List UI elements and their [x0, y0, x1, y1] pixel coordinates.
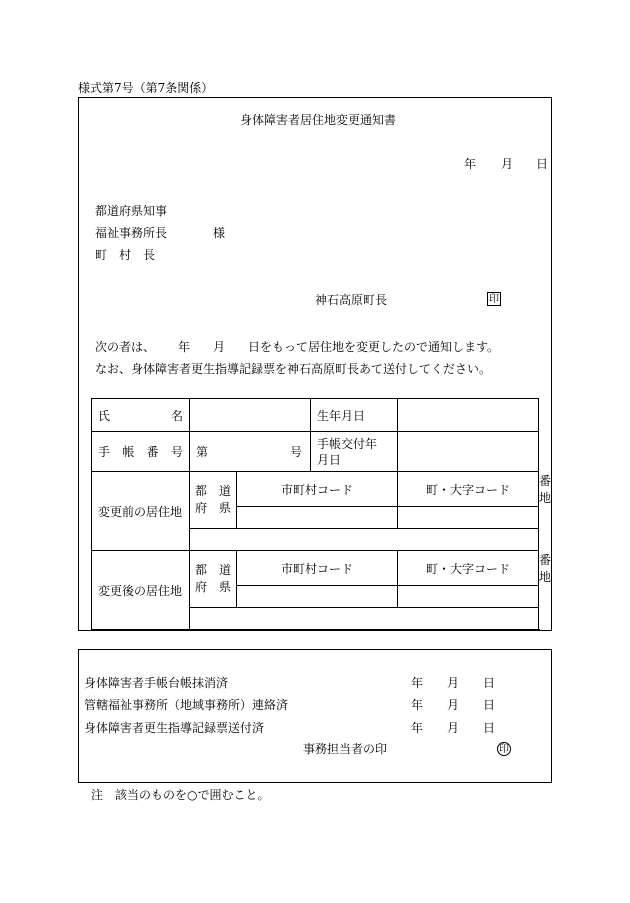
lower-row-month: 月 — [447, 721, 460, 735]
lower-row-label: 身体障害者更生指導記録票送付済 — [84, 721, 265, 735]
lower-row-day: 日 — [483, 698, 496, 712]
lower-frame — [78, 649, 552, 783]
after-city-code-value[interactable] — [237, 586, 398, 608]
date-year: 年 — [464, 157, 477, 171]
before-pref-label-1: 都 道 — [194, 484, 231, 498]
after-city-code-header: 市町村コード — [237, 551, 398, 586]
name-value[interactable] — [190, 399, 311, 432]
name-label-cell — [92, 399, 190, 432]
before-town-code-header: 町・大字コード — [398, 472, 539, 507]
techo-dai: 第 — [196, 445, 209, 459]
lower-row-day: 日 — [483, 676, 496, 690]
addressee-town: 町 村 長 — [95, 248, 156, 262]
birth-label: 生年月日 — [311, 399, 398, 432]
lower-row-year: 年 — [411, 698, 424, 712]
note: 注 該当のものを○で囲むこと。 — [91, 788, 270, 802]
after-pref-label — [190, 551, 237, 608]
after-town-code-header: 町・大字コード — [398, 551, 539, 586]
techo-date-label-1: 手帳交付年 — [317, 436, 378, 451]
date-month: 月 — [501, 157, 514, 171]
body-line1-year: 年 — [178, 340, 191, 354]
name-label-2: 名 — [170, 408, 183, 423]
honorific: 様 — [213, 226, 226, 240]
before-city-code-value[interactable] — [237, 507, 398, 529]
techo-label-3: 番 — [146, 445, 159, 459]
lower-row-month: 月 — [447, 698, 460, 712]
techo-go: 号 — [289, 445, 302, 459]
after-label: 変更後の居住地 — [92, 551, 190, 630]
table-row — [92, 432, 539, 472]
lower-row-year: 年 — [411, 676, 424, 690]
after-address-value[interactable] — [190, 608, 539, 630]
techo-date-label-2: 月日 — [317, 452, 342, 467]
staff-seal-mark: 印 — [499, 744, 509, 755]
birth-value[interactable] — [398, 399, 539, 432]
techo-label-1: 手 — [98, 445, 111, 459]
table-row — [92, 399, 539, 432]
body-line1-b: 日をもって居住地を変更したので通知します。 — [248, 340, 500, 354]
seal-mark: 印 — [489, 294, 499, 305]
date-day: 日 — [536, 157, 549, 171]
name-label-1: 氏 — [98, 408, 111, 423]
document-title: 身体障害者居住地変更通知書 — [240, 113, 397, 127]
after-pref-label-2: 府 県 — [194, 580, 231, 594]
before-pref-label — [190, 472, 237, 529]
lower-row-month: 月 — [447, 676, 460, 690]
addressee-welfare: 福祉事務所長 — [95, 226, 168, 240]
techo-label-4: 号 — [170, 445, 183, 459]
before-label: 変更前の居住地 — [92, 472, 190, 551]
techo-date-label — [311, 432, 398, 472]
addressee-prefecture: 都道府県知事 — [95, 204, 168, 218]
before-city-code-header: 市町村コード — [237, 472, 398, 507]
techo-label-2: 帳 — [122, 445, 135, 459]
before-pref-label-2: 府 県 — [194, 501, 231, 515]
form-id: 様式第7号（第7条関係） — [78, 81, 214, 95]
body-line1-month: 月 — [213, 340, 226, 354]
info-table — [91, 398, 552, 630]
before-address-value[interactable] — [190, 529, 539, 551]
lower-row-year: 年 — [411, 721, 424, 735]
techo-date-value[interactable] — [398, 432, 539, 472]
lower-row-label: 管轄福祉事務所（地域事務所）連絡済 — [84, 698, 289, 712]
body-line1-a: 次の者は、 — [95, 340, 156, 354]
table-row: 変更後の居住地 都 道 府 県 市町村コード 町・大字コード 番地 — [92, 551, 539, 586]
sender-name: 神石高原町長 — [315, 293, 388, 307]
techo-number-value[interactable] — [190, 432, 311, 472]
after-town-code-value[interactable] — [398, 586, 539, 608]
lower-row-day: 日 — [483, 721, 496, 735]
lower-row-label: 身体障害者手帳台帳抹消済 — [84, 676, 229, 690]
body-line2: なお、身体障害者更生指導記録票を神石高原町長あて送付してください。 — [95, 362, 492, 376]
staff-seal-label: 事務担当者の印 — [303, 742, 388, 756]
before-town-code-value[interactable] — [398, 507, 539, 529]
techo-label-cell — [92, 432, 190, 472]
after-pref-label-1: 都 道 — [194, 563, 231, 577]
table-row: 変更前の居住地 都 道 府 県 市町村コード 町・大字コード 番地 — [92, 472, 539, 507]
